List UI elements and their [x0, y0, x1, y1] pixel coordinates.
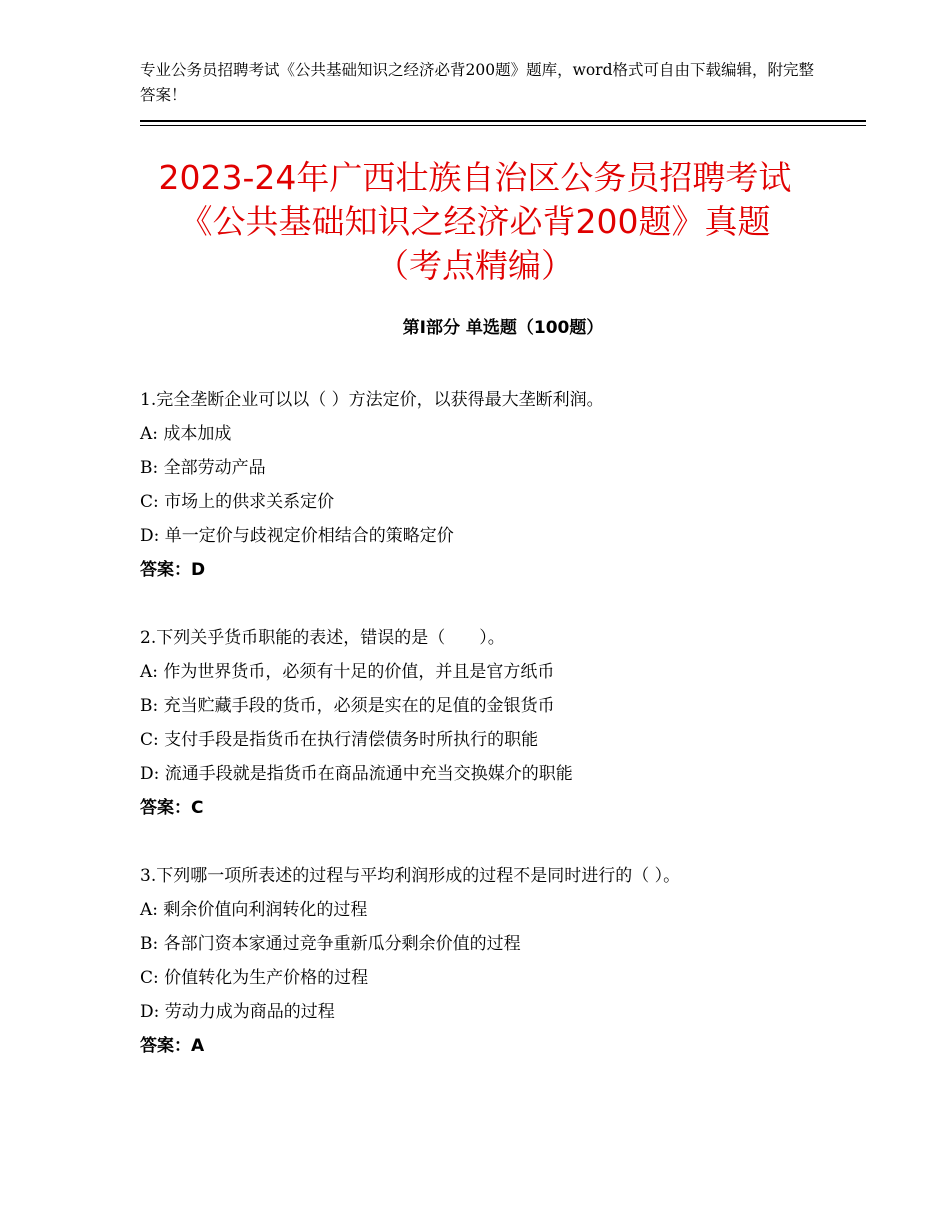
option-a: A: 成本加成 [140, 424, 232, 444]
question-list [140, 383, 800, 1097]
answer-label: 答案：A [140, 1036, 205, 1056]
answer-label: 答案：C [140, 798, 204, 818]
question-stem: 3.下列哪一项所表述的过程与平均利润形成的过程不是同时进行的（ ）。 [140, 866, 681, 886]
header-note: 专业公务员招聘考试《公共基础知识之经济必背200题》题库，word格式可自由下载编辑，附完整答案！ [140, 61, 815, 104]
option-d: D: 劳动力成为商品的过程 [140, 1002, 335, 1022]
option-d: D: 单一定价与歧视定价相结合的策略定价 [140, 526, 454, 546]
option-c: C: 价值转化为生产价格的过程 [140, 968, 369, 988]
question-2 [140, 621, 800, 825]
answer-label: 答案：D [140, 560, 206, 580]
option-a: A: 作为世界货币，必须有十足的价值，并且是官方纸币 [140, 662, 555, 682]
option-b: B: 全部劳动产品 [140, 458, 266, 478]
title-line-2: 《公共基础知识之经济必背200题》真题 [179, 202, 771, 241]
title-line-3: （考点精编） [376, 246, 574, 285]
question-stem: 1.完全垄断企业可以以（ ）方法定价，以获得最大垄断利润。 [140, 390, 604, 410]
option-c: C: 支付手段是指货币在执行清偿债务时所执行的职能 [140, 730, 539, 750]
option-b: B: 各部门资本家通过竞争重新瓜分剩余价值的过程 [140, 934, 521, 954]
question-stem: 2.下列关乎货币职能的表述，错误的是（ ）。 [140, 628, 505, 648]
title-line-1: 2023-24年广西壮族自治区公务员招聘考试 [158, 158, 792, 197]
option-b: B: 充当贮藏手段的货币，必须是实在的足值的金银货币 [140, 696, 555, 716]
option-a: A: 剩余价值向利润转化的过程 [140, 900, 368, 920]
option-c: C: 市场上的供求关系定价 [140, 492, 335, 512]
question-3 [140, 859, 800, 1063]
question-1 [140, 383, 800, 587]
header-rule-thick [140, 120, 866, 122]
section-heading: 第Ⅰ部分 单选题（100题） [402, 318, 604, 338]
option-d: D: 流通手段就是指货币在商品流通中充当交换媒介的职能 [140, 764, 573, 784]
document-title [80, 156, 870, 288]
header-rule-thin [140, 125, 866, 126]
